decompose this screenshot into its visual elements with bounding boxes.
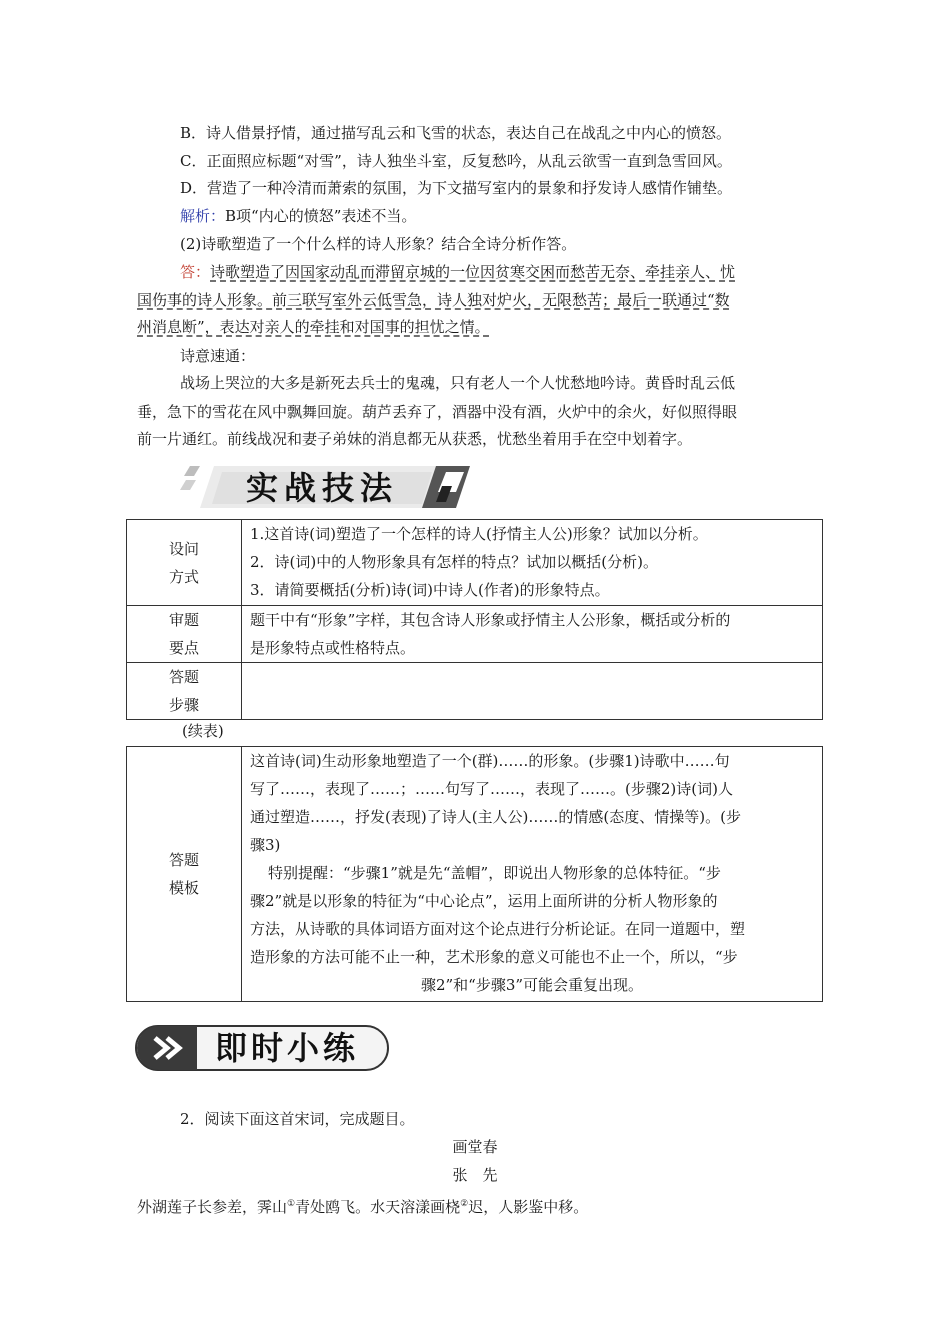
banner-exercise-title: 即时小练 xyxy=(215,1029,360,1067)
section-banner-practice xyxy=(180,458,480,514)
option-c: C．正面照应标题“对雪”，诗人独坐斗室，反复愁吟，从乱云欲雪一直到急雪回风。 xyxy=(180,152,732,170)
analysis-text: B项“内心的愤怒”表述不当。 xyxy=(225,207,417,225)
poem-text: 迟，人影鉴中移。 xyxy=(468,1198,589,1216)
option-d: D．营造了一种冷清而萧索的氛围，为下文描写室内的景象和抒发诗人感情作铺垫。 xyxy=(180,179,733,197)
option-b: B．诗人借景抒情，通过描写乱云和飞雪的状态，表达自己在战乱之中内心的愤怒。 xyxy=(180,124,732,142)
question-2: (2)诗歌塑造了一个什么样的诗人形象？结合全诗分析作答。 xyxy=(180,235,577,253)
poem-text: 青处鸥飞。水天溶漾画桡 xyxy=(295,1198,461,1216)
row-body-line: 3．请简要概括(分析)诗(词)中诗人(作者)的形象特点。 xyxy=(250,581,610,599)
table-row-question-style xyxy=(127,520,823,606)
answer-line-3: 州消息断”，表达对亲人的牵挂和对国事的担忧之情。 xyxy=(137,318,490,336)
row-head-line: 设问 xyxy=(168,539,199,558)
template-table xyxy=(126,746,823,1002)
row-body-answer-template xyxy=(242,747,823,1002)
row-head-key-points xyxy=(127,606,242,663)
analysis xyxy=(180,205,416,227)
translation-line-1: 战场上哭泣的大多是新死去兵士的鬼魂，只有老人一个人忧愁地吟诗。黄昏时乱云低 xyxy=(180,374,736,392)
row-head-line: 答题 xyxy=(168,668,199,686)
poem-line-1 xyxy=(137,1193,588,1218)
row-body-question-style xyxy=(242,520,823,606)
row-head-line: 方式 xyxy=(168,567,199,586)
row-body-line: 题干中有“形象”字样，其包含诗人形象或抒情主人公形象，概括或分析的 xyxy=(250,611,731,629)
template-line: 通过塑造……，抒发(表现)了诗人(主人公)……的情感(态度、情操等)。(步 xyxy=(250,808,741,826)
row-head-answer-steps xyxy=(127,663,242,720)
template-line: 造形象的方法可能不止一种，艺术形象的意义可能也不止一个，所以，“步 xyxy=(250,948,738,966)
poem-author: 张 先 xyxy=(452,1166,498,1184)
template-line: 这首诗(词)生动形象地塑造了一个(群)……的形象。(步骤1)诗歌中……句 xyxy=(250,752,730,770)
row-head-line: 步骤 xyxy=(168,696,199,714)
poem-title: 画堂春 xyxy=(452,1138,498,1156)
technique-table xyxy=(126,519,823,720)
answer-line-1 xyxy=(180,261,735,283)
table-row-answer-steps xyxy=(127,663,823,720)
row-body-line: 是形象特点或性格特点。 xyxy=(250,639,416,657)
template-line: 特别提醒：“步骤1”就是先“盖帽”，即说出人物形象的总体特征。“步 xyxy=(268,864,721,882)
row-body-key-points xyxy=(242,606,823,663)
row-head-question-style xyxy=(127,520,242,606)
section-banner-exercise xyxy=(135,1024,391,1072)
question-intro: 2．阅读下面这首宋词，完成题目。 xyxy=(180,1110,415,1128)
footnote-marker: ② xyxy=(460,1199,469,1209)
row-body-line: 2．诗(词)中的人物形象具有怎样的特点？试加以概括(分析)。 xyxy=(250,553,658,571)
row-head-line: 模板 xyxy=(168,879,199,897)
answer-label: 答： xyxy=(180,263,211,281)
answer-text-1: 诗歌塑造了因国家动乱而滞留京城的一位因贫寒交困而愁苦无奈、牵挂亲人、忧 xyxy=(210,263,736,281)
footnote-marker: ① xyxy=(287,1199,296,1209)
table-row-answer-template xyxy=(127,747,823,1002)
row-head-line: 要点 xyxy=(168,639,199,657)
translation-line-2: 垂，急下的雪花在风中飘舞回旋。葫芦丢弃了，酒器中没有酒，火炉中的余火，好似照得眼 xyxy=(137,403,738,421)
row-head-line: 审题 xyxy=(168,611,199,629)
row-body-answer-steps xyxy=(242,663,823,720)
analysis-label: 解析： xyxy=(180,207,226,225)
template-line: 骤2”和“步骤3”可能会重复出现。 xyxy=(420,976,644,994)
translation-heading: 诗意速通： xyxy=(180,347,256,365)
template-line: 方法，从诗歌的具体词语方面对这个论点进行分析论证。在同一道题中，塑 xyxy=(250,920,746,938)
table-row-key-points xyxy=(127,606,823,663)
answer-line-2: 国伤事的诗人形象。前三联写室外云低雪急，诗人独对炉火，无限愁苦；最后一联通过“数 xyxy=(137,291,730,309)
row-head-line: 答题 xyxy=(168,851,199,869)
template-line: 骤2”就是以形象的特征为“中心论点”，运用上面所讲的分析人物形象的 xyxy=(250,892,718,910)
template-line: 骤3) xyxy=(250,836,281,854)
banner-practice-title: 实战技法 xyxy=(246,469,399,507)
template-line: 写了……，表现了……；……句写了……，表现了……。(步骤2)诗(词)人 xyxy=(250,780,733,798)
row-body-line: 1.这首诗(词)塑造了一个怎样的诗人(抒情主人公)形象？试加以分析。 xyxy=(250,525,708,543)
row-head-answer-template xyxy=(127,747,242,1002)
translation-line-3: 前一片通红。前线战况和妻子弟妹的消息都无从获悉，忧愁坐着用手在空中划着字。 xyxy=(137,430,693,448)
continued-label: (续表) xyxy=(182,722,224,740)
poem-text: 外湖莲子长参差，霁山 xyxy=(137,1198,288,1216)
